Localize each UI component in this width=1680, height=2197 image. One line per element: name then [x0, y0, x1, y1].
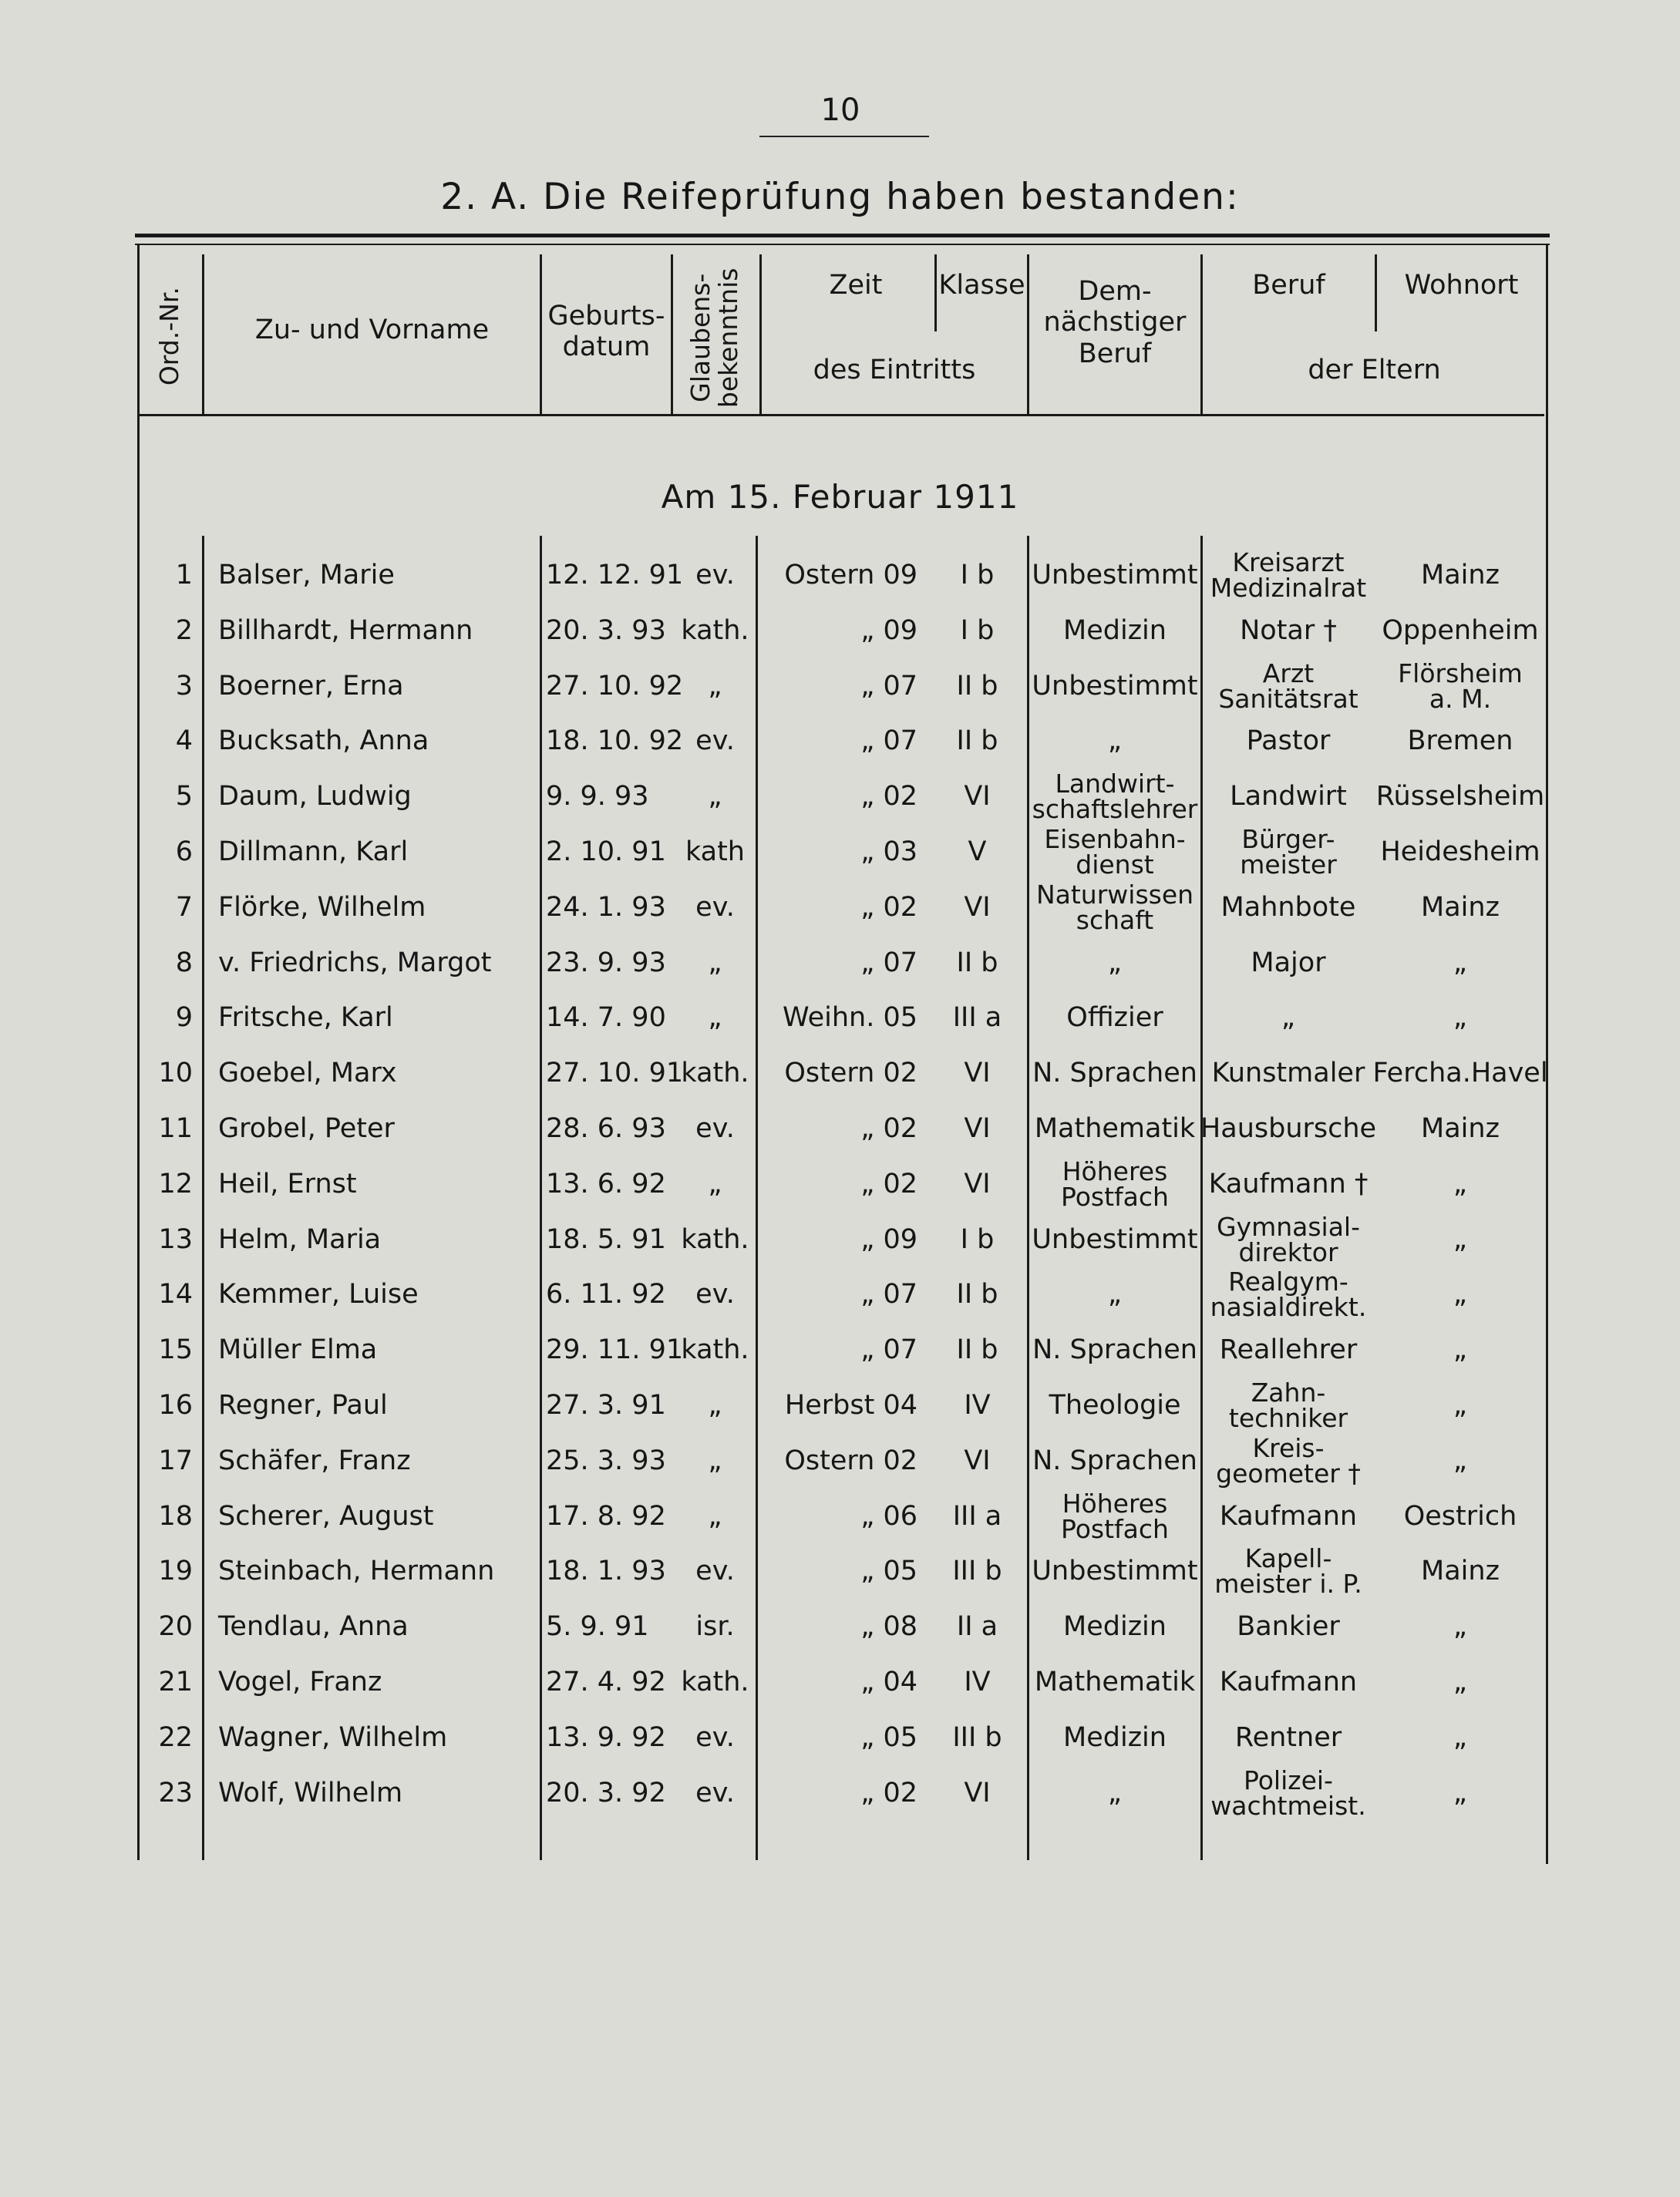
cell-zeit: „ 07: [860, 670, 917, 701]
cell-klasse: III b: [952, 1556, 1002, 1587]
table-top-rule-thin: [135, 244, 1550, 245]
cell-beruf-line: Landwirt-: [1055, 769, 1175, 799]
cell-name: Flörke, Wilhelm: [218, 891, 426, 923]
cell-rel: „: [708, 1500, 722, 1532]
cell-zeit: „ 06: [860, 1500, 917, 1532]
cell-nr: 14: [158, 1279, 193, 1310]
table-row: [0, 880, 1680, 935]
cell-klasse: IV: [964, 1390, 991, 1421]
cell-eb: Pastor: [1246, 725, 1331, 757]
page-title: 2. A. Die Reifeprüfung haben bestanden:: [440, 176, 1240, 218]
cell-eb: Kaufmann: [1219, 1667, 1358, 1697]
cell-name: Steinbach, Hermann: [218, 1556, 495, 1587]
cell-rel: „: [708, 781, 722, 813]
cell-nr: 11: [158, 1113, 193, 1144]
cell-name: Fritsche, Karl: [218, 1002, 393, 1034]
table-row: [0, 713, 1680, 769]
cell-birth: 23. 9. 93: [546, 947, 666, 978]
table-row: [0, 1378, 1680, 1433]
cell-klasse: IV: [964, 1667, 991, 1697]
cell-rel: ev.: [695, 1556, 735, 1587]
cell-zeit: „ 02: [860, 1777, 917, 1808]
cell-wohnort: „: [1453, 1223, 1468, 1255]
cell-beruf: Unbestimmt: [1032, 560, 1198, 590]
header-beruf: [1029, 276, 1200, 369]
header-bottom-rule: [137, 414, 1544, 416]
cell-beruf: [1029, 824, 1200, 880]
cell-beruf: Theologie: [1049, 1390, 1181, 1421]
cell-zeit: „ 03: [860, 836, 917, 867]
cell-beruf: N. Sprachen: [1032, 1334, 1197, 1366]
cell-birth: 13. 6. 92: [546, 1168, 666, 1199]
cell-name: Daum, Ludwig: [218, 781, 412, 813]
cell-eb: Mahnbote: [1220, 891, 1356, 923]
cell-name: Dillmann, Karl: [218, 836, 409, 867]
cell-name: Boerner, Erna: [218, 670, 404, 701]
cell-eb-line: Polizei-: [1244, 1765, 1333, 1795]
cell-birth: 20. 3. 93: [546, 614, 666, 646]
table-row: [0, 1322, 1680, 1378]
cell-klasse: II b: [956, 947, 998, 978]
header-ordnr: Ord.-Nr.: [153, 287, 184, 386]
page-number-rule: [759, 136, 929, 137]
table-row: [0, 990, 1680, 1045]
cell-name: Tendlau, Anna: [218, 1611, 409, 1643]
cell-eb-line: geometer †: [1216, 1458, 1361, 1489]
cell-rel: „: [708, 1445, 722, 1476]
cell-name: Wagner, Wilhelm: [218, 1721, 448, 1753]
cell-zeit: „ 02: [860, 891, 917, 923]
table-row: [0, 1543, 1680, 1599]
cell-nr: 1: [175, 560, 193, 590]
cell-wohnort: Heidesheim: [1380, 836, 1540, 867]
cell-nr: 10: [158, 1058, 193, 1089]
cell-nr: 9: [175, 1002, 193, 1034]
cell-birth: 17. 8. 92: [546, 1500, 666, 1532]
cell-eb-line: meister i. P.: [1214, 1569, 1362, 1600]
cell-birth: 2. 10. 91: [546, 836, 666, 867]
cell-klasse: II a: [956, 1611, 998, 1643]
cell-beruf: N. Sprachen: [1032, 1445, 1197, 1476]
cell-eb: Hausbursche: [1200, 1113, 1377, 1144]
cell-name: Kemmer, Luise: [218, 1279, 419, 1310]
cell-beruf-line: schaftslehrer: [1032, 794, 1198, 825]
cell-birth: 18. 1. 93: [546, 1556, 666, 1587]
cell-eb-line: Sanitätsrat: [1218, 683, 1358, 714]
cell-nr: 23: [158, 1777, 193, 1808]
cell-wohnort: Oppenheim: [1382, 614, 1539, 646]
cell-zeit: „ 07: [860, 1334, 917, 1366]
cell-name: Grobel, Peter: [218, 1113, 395, 1144]
cell-wohnort: [1375, 658, 1546, 714]
cell-beruf: Mathematik: [1034, 1667, 1196, 1697]
table-row: [0, 658, 1680, 714]
cell-eb-line: Zahn-: [1251, 1378, 1326, 1408]
cell-beruf: Unbestimmt: [1032, 1223, 1198, 1255]
cell-wohnort: „: [1453, 1445, 1468, 1476]
cell-beruf: „: [1107, 725, 1123, 757]
cell-beruf: „: [1107, 947, 1123, 978]
cell-klasse: VI: [964, 1168, 991, 1199]
cell-name: Bucksath, Anna: [218, 725, 429, 757]
cell-wohnort: „: [1453, 1390, 1468, 1421]
table-row: [0, 1710, 1680, 1765]
cell-nr: 2: [175, 614, 193, 646]
cell-birth: 14. 7. 90: [546, 1002, 666, 1034]
cell-zeit: „ 05: [860, 1721, 917, 1753]
cell-nr: 5: [175, 781, 193, 813]
cell-name: Müller Elma: [218, 1334, 378, 1366]
cell-birth: 18. 5. 91: [546, 1223, 666, 1255]
cell-beruf: [1029, 769, 1200, 824]
cell-zeit: „ 02: [860, 1168, 917, 1199]
cell-beruf-line: Höheres: [1062, 1488, 1168, 1519]
cell-rel: ev.: [695, 1113, 735, 1144]
cell-zeit: „ 08: [860, 1611, 917, 1643]
cell-birth: 9. 9. 93: [546, 781, 649, 813]
cell-name: Schäfer, Franz: [218, 1445, 411, 1476]
cell-beruf: [1029, 1156, 1200, 1212]
table-row: [0, 547, 1680, 603]
cell-nr: 20: [158, 1611, 193, 1643]
cell-beruf-line: schaft: [1076, 904, 1154, 935]
cell-wohnort: Mainz: [1421, 1556, 1500, 1587]
cell-rel: kath.: [681, 614, 749, 646]
cell-rel: „: [708, 670, 722, 701]
cell-wohnort: „: [1453, 947, 1468, 978]
cell-eb-line: Kapell-: [1244, 1543, 1332, 1574]
cell-eb: [1203, 658, 1374, 714]
cell-eb: Notar †: [1240, 614, 1337, 646]
table-row: [0, 1156, 1680, 1212]
cell-eb-line: Medizinalrat: [1210, 573, 1367, 603]
cell-nr: 7: [175, 891, 193, 923]
cell-beruf: [1029, 880, 1200, 935]
cell-eb: Kaufmann †: [1208, 1168, 1369, 1199]
cell-beruf: „: [1107, 1777, 1123, 1808]
cell-rel: kath.: [681, 1058, 749, 1089]
cell-eb-line: Gymnasial-: [1216, 1211, 1361, 1242]
cell-name: Helm, Maria: [218, 1223, 382, 1255]
header-zeit: Zeit: [829, 270, 883, 301]
table-row: [0, 1267, 1680, 1322]
cell-eb: „: [1281, 1002, 1296, 1034]
cell-beruf-line: Postfach: [1061, 1513, 1169, 1544]
cell-klasse: II b: [956, 670, 998, 701]
cell-nr: 22: [158, 1721, 193, 1753]
cell-zeit: Ostern 02: [784, 1445, 917, 1476]
page-number: 10: [820, 93, 860, 128]
cell-zeit: Ostern 02: [784, 1058, 917, 1089]
cell-wohnort: Mainz: [1421, 560, 1500, 590]
col-divider: [759, 254, 762, 416]
cell-eb-line: Kreis-: [1252, 1432, 1325, 1463]
cell-klasse: I b: [960, 1223, 995, 1255]
cell-wohnort: Mainz: [1421, 891, 1500, 923]
cell-eb: [1203, 547, 1374, 603]
cell-beruf: Medizin: [1063, 1611, 1167, 1643]
table-row: [0, 1765, 1680, 1821]
cell-klasse: V: [968, 836, 987, 867]
header-klasse: Klasse: [938, 270, 1025, 301]
cell-name: Heil, Ernst: [218, 1168, 357, 1199]
cell-name: Goebel, Marx: [218, 1058, 397, 1089]
cell-beruf-line: dienst: [1076, 850, 1154, 880]
table-row: [0, 1212, 1680, 1267]
cell-nr: 4: [175, 725, 193, 757]
cell-eb: [1203, 1765, 1374, 1821]
table-row: [0, 603, 1680, 658]
cell-beruf: Medizin: [1063, 1721, 1167, 1753]
col-divider: [671, 254, 673, 416]
cell-eb: [1203, 1543, 1374, 1599]
table-row: [0, 1101, 1680, 1156]
cell-nr: 12: [158, 1168, 193, 1199]
cell-wohnort: „: [1453, 1279, 1468, 1310]
section-date: Am 15. Februar 1911: [661, 478, 1019, 516]
cell-birth: 27. 3. 91: [546, 1390, 666, 1421]
cell-klasse: I b: [960, 560, 995, 590]
cell-birth: 5. 9. 91: [546, 1611, 649, 1643]
header-der-eltern: der Eltern: [1308, 355, 1441, 385]
cell-beruf: Medizin: [1063, 614, 1167, 646]
header-birth-line2: datum: [562, 331, 651, 363]
cell-wohnort: Fercha.Havel: [1372, 1058, 1548, 1089]
cell-beruf: Offizier: [1066, 1002, 1163, 1034]
cell-zeit: „ 02: [860, 781, 917, 813]
cell-birth: 27. 4. 92: [546, 1667, 666, 1697]
cell-zeit: „ 05: [860, 1556, 917, 1587]
cell-eb: [1203, 1433, 1374, 1489]
table-row: [0, 1489, 1680, 1544]
cell-rel: kath: [685, 836, 745, 867]
cell-nr: 6: [175, 836, 193, 867]
cell-rel: kath.: [681, 1667, 749, 1697]
cell-eb: [1203, 824, 1374, 880]
cell-eb-line: wachtmeist.: [1210, 1790, 1366, 1821]
cell-eb-line: Realgym-: [1228, 1267, 1348, 1297]
cell-wohnort: „: [1453, 1168, 1468, 1199]
cell-beruf-line: Naturwissen: [1035, 879, 1194, 910]
cell-nr: 18: [158, 1500, 193, 1532]
cell-eb: [1203, 1212, 1374, 1267]
cell-nr: 13: [158, 1223, 193, 1255]
cell-eb: Kunstmaler: [1211, 1058, 1365, 1089]
cell-eb-line: Kreisarzt: [1232, 547, 1345, 577]
cell-eb: Reallehrer: [1219, 1334, 1358, 1366]
cell-beruf: Unbestimmt: [1032, 1556, 1198, 1587]
cell-rel: kath.: [681, 1223, 749, 1255]
cell-beruf: Unbestimmt: [1032, 670, 1198, 701]
cell-zeit: „ 07: [860, 725, 917, 757]
cell-rel: ev.: [695, 1279, 735, 1310]
cell-eb: Rentner: [1234, 1721, 1342, 1753]
header-religion: [687, 263, 743, 413]
table-row: [0, 1045, 1680, 1101]
cell-klasse: III b: [952, 1721, 1002, 1753]
cell-eb: Major: [1251, 947, 1326, 978]
cell-name: Balser, Marie: [218, 560, 395, 590]
cell-klasse: II b: [956, 725, 998, 757]
cell-wohnort: Bremen: [1407, 725, 1513, 757]
cell-rel: ev.: [695, 1777, 735, 1808]
table-row: [0, 1654, 1680, 1710]
header-religion-line1: Glaubens-: [685, 273, 716, 402]
table-top-rule: [135, 234, 1550, 237]
cell-rel: „: [708, 1390, 722, 1421]
cell-eb: Bankier: [1237, 1611, 1340, 1643]
cell-nr: 16: [158, 1390, 193, 1421]
cell-zeit: „ 02: [860, 1113, 917, 1144]
cell-eb-line: direktor: [1238, 1236, 1338, 1267]
table-row: [0, 1433, 1680, 1489]
cell-name: Wolf, Wilhelm: [218, 1777, 403, 1808]
header-eltern-beruf: Beruf: [1252, 270, 1325, 301]
cell-wohnort: „: [1453, 1611, 1468, 1643]
cell-beruf-line: Höheres: [1062, 1156, 1168, 1186]
cell-eb-line: Bürger-: [1241, 824, 1335, 854]
cell-zeit: „ 04: [860, 1667, 917, 1697]
cell-wohnort: „: [1453, 1002, 1468, 1034]
cell-klasse: VI: [964, 1777, 991, 1808]
header-religion-line2: bekenntnis: [713, 267, 744, 409]
table-row: [0, 824, 1680, 880]
cell-zeit: „ 09: [860, 614, 917, 646]
cell-eb-line: meister: [1240, 850, 1337, 880]
cell-name: Regner, Paul: [218, 1390, 388, 1421]
table-row: [0, 935, 1680, 991]
cell-klasse: VI: [964, 1058, 991, 1089]
header-eltern-wohnort: Wohnort: [1404, 270, 1519, 301]
cell-beruf-line: Postfach: [1061, 1181, 1169, 1212]
cell-klasse: III a: [952, 1500, 1002, 1532]
cell-eb: [1203, 1378, 1374, 1433]
header-des-eintritts: des Eintritts: [813, 355, 976, 385]
cell-nr: 15: [158, 1334, 193, 1366]
cell-name: Scherer, August: [218, 1500, 434, 1532]
header-birth-line1: Geburts-: [547, 301, 665, 331]
cell-wohnort: „: [1453, 1721, 1468, 1753]
cell-wohnort: „: [1453, 1667, 1468, 1697]
cell-wohnort: Mainz: [1421, 1113, 1500, 1144]
cell-beruf: „: [1107, 1279, 1123, 1310]
cell-rel: ev.: [695, 725, 735, 757]
header-birth: [542, 301, 671, 363]
cell-birth: 18. 10. 92: [546, 725, 684, 757]
cell-beruf: [1029, 1489, 1200, 1544]
cell-rel: kath.: [681, 1334, 749, 1366]
cell-nr: 3: [175, 670, 193, 701]
cell-eb-line: Arzt: [1262, 658, 1315, 688]
header-beruf-line3: Beruf: [1078, 338, 1152, 369]
cell-birth: 6. 11. 92: [546, 1279, 666, 1310]
cell-beruf: N. Sprachen: [1032, 1058, 1197, 1089]
cell-wohnort-line: Flörsheim: [1398, 658, 1523, 688]
cell-name: Billhardt, Hermann: [218, 614, 473, 646]
cell-eb: [1203, 1267, 1374, 1322]
cell-rel: ev.: [695, 560, 735, 590]
cell-rel: ev.: [695, 1721, 735, 1753]
cell-klasse: VI: [964, 781, 991, 813]
header-beruf-line1: Dem-: [1078, 276, 1152, 307]
cell-eb: Kaufmann: [1219, 1500, 1358, 1532]
cell-zeit: Ostern 09: [784, 560, 917, 590]
cell-zeit: „ 07: [860, 1279, 917, 1310]
cell-rel: isr.: [695, 1611, 735, 1643]
cell-zeit: „ 09: [860, 1223, 917, 1255]
cell-klasse: VI: [964, 1445, 991, 1476]
cell-eb-line: nasialdirekt.: [1210, 1292, 1367, 1323]
cell-nr: 19: [158, 1556, 193, 1587]
cell-birth: 27. 10. 91: [546, 1058, 684, 1089]
cell-eb-line: techniker: [1228, 1403, 1348, 1433]
cell-wohnort: „: [1453, 1334, 1468, 1366]
cell-birth: 13. 9. 92: [546, 1721, 666, 1753]
cell-klasse: VI: [964, 891, 991, 923]
cell-klasse: VI: [964, 1113, 991, 1144]
header-name: Zu- und Vorname: [254, 315, 490, 345]
cell-birth: 29. 11. 91: [546, 1334, 684, 1366]
cell-birth: 20. 3. 92: [546, 1777, 666, 1808]
table-row: [0, 1599, 1680, 1654]
cell-birth: 24. 1. 93: [546, 891, 666, 923]
cell-klasse: II b: [956, 1279, 998, 1310]
header-beruf-line2: nächstiger: [1043, 307, 1187, 338]
cell-zeit: „ 07: [860, 947, 917, 978]
cell-wohnort-line: a. M.: [1429, 683, 1492, 714]
cell-rel: ev.: [695, 891, 735, 923]
cell-nr: 17: [158, 1445, 193, 1476]
cell-rel: „: [708, 947, 722, 978]
cell-nr: 21: [158, 1667, 193, 1697]
cell-klasse: III a: [952, 1002, 1002, 1034]
cell-klasse: I b: [960, 614, 995, 646]
cell-birth: 25. 3. 93: [546, 1445, 666, 1476]
cell-klasse: II b: [956, 1334, 998, 1366]
cell-rel: „: [708, 1168, 722, 1199]
cell-birth: 12. 12. 91: [546, 560, 684, 590]
cell-beruf: Mathematik: [1034, 1113, 1196, 1144]
cell-name: v. Friedrichs, Margot: [218, 947, 492, 978]
cell-wohnort: Oestrich: [1403, 1500, 1517, 1532]
cell-nr: 8: [175, 947, 193, 978]
cell-zeit: Herbst 04: [784, 1390, 917, 1421]
cell-birth: 28. 6. 93: [546, 1113, 666, 1144]
cell-eb: Landwirt: [1230, 781, 1347, 813]
cell-wohnort: „: [1453, 1777, 1468, 1808]
cell-name: Vogel, Franz: [218, 1667, 382, 1697]
cell-zeit: Weihn. 05: [783, 1002, 917, 1034]
cell-rel: „: [708, 1002, 722, 1034]
table-row: [0, 769, 1680, 824]
cell-beruf-line: Eisenbahn-: [1044, 824, 1186, 854]
cell-wohnort: Rüsselsheim: [1375, 781, 1545, 813]
cell-birth: 27. 10. 92: [546, 670, 684, 701]
